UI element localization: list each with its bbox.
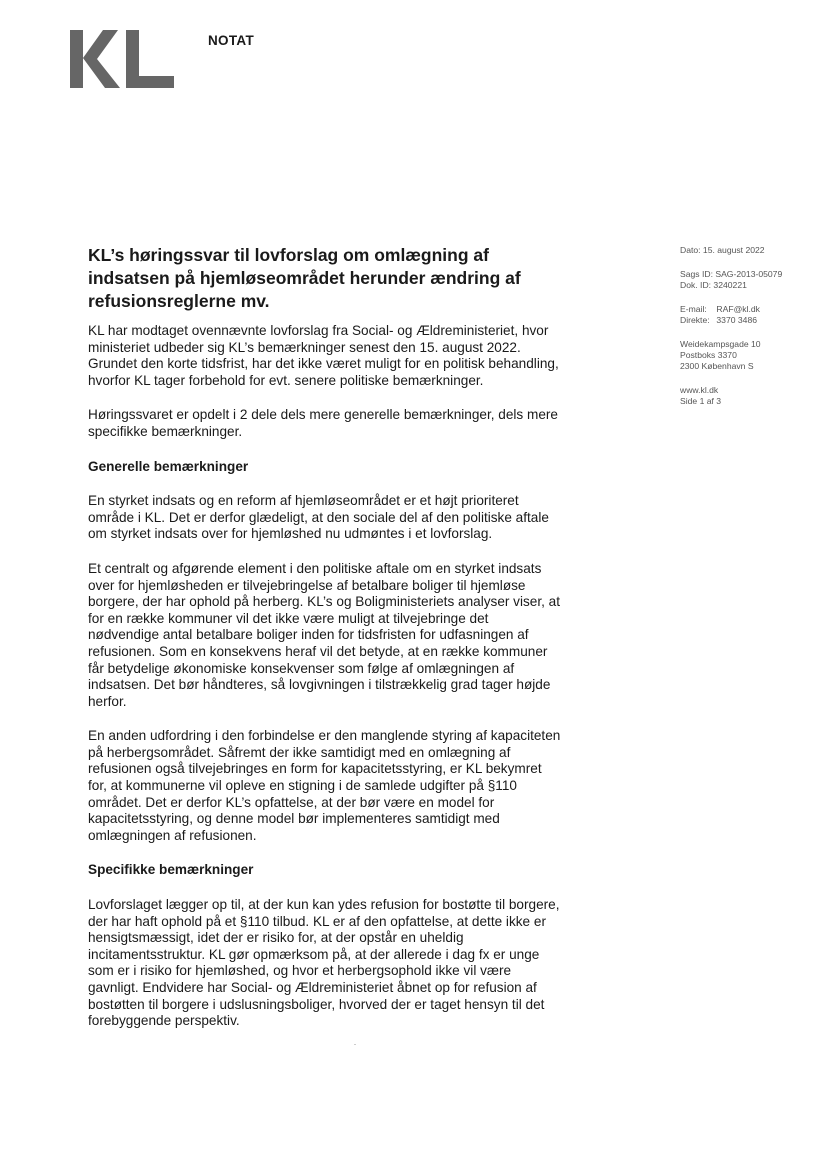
intro-paragraph: KL har modtaget ovennævnte lovforslag fra Social- og Ældreministeriet, hvor ministeriet udbeder sig KL’s bemærkninger senest den 15. august 2022. Grundet den korte tidsfrist, har det ikke været muligt for en politisk behandling, hvorfor KL tager forbehold for evt. senere politiske bemærkninger. [88, 323, 559, 388]
meta-direct-phone [680, 315, 820, 326]
sidebar-meta [680, 245, 820, 420]
address-line: Postboks 3370 [680, 350, 737, 360]
scan-speck [354, 1044, 356, 1045]
document-title: KL’s høringssvar til lovforslag om omlægning af indsatsen på hjemløseområdet herunder ændring af refusionsreglerne mv. [88, 245, 521, 311]
email-label: E-mail: [680, 304, 707, 314]
document-type: NOTAT [208, 33, 254, 48]
intro-paragraph: Høringssvaret er opdelt i 2 dele dels mere generelle bemærkninger, dels mere specifikke bemærkninger. [88, 407, 558, 439]
section-heading-specific: Specifikke bemærkninger [88, 862, 254, 878]
address-line: Weidekampsgade 10 [680, 339, 761, 349]
address-line: 2300 København S [680, 361, 754, 371]
direct-value: 3370 3486 [716, 315, 758, 325]
body-paragraph: En anden udfordring i den forbindelse er den manglende styring af kapaciteten på herbergsområdet. Såfremt der ikke samtidigt med en omlægning af refusionen også tilvejebringes en form for kapacitetsstyring, er KL bekymret for, at kommunerne vil opleve en stigning i de samlede udgifter på §110 området. Det er derfor KL’s opfattelse, at der bør være en model for kapacitetsstyring, og denne model bør implementeres samtidigt med omlægningen af refusionen. [88, 728, 561, 843]
section-heading-general: Generelle bemærkninger [88, 458, 249, 474]
document-body [88, 323, 563, 1048]
body-paragraph: Et centralt og afgørende element i den politiske aftale om en styrket indsats over for hjemløsheden er tilvejebringelse af betalbare boliger til hjemløse borgere, der har ophold på herberg. KL’s og Boligministeriets analyser viser, at for en række kommuner vil det ikke være muligt at tilvejebringe det nødvendige antal betalbare boliger inden for tidsfristen for udfasningen af refusionen. Som en konsekvens heraf vil det betyde, at en række kommuner får betydelige økonomiske konsekvenser som følge af omlægningen af indsatsen. Det bør håndteres, så lovgivningen i tilstrækkelig grad tager højde herfor. [88, 560, 561, 709]
direct-label: Direkte: [680, 315, 710, 325]
meta-sags-id: Sags ID: SAG-2013-05079 [680, 269, 783, 279]
body-paragraph: Lovforslaget lægger op til, at der kun kan ydes refusion for bostøtte til borgere, der har haft ophold på et §110 tilbud. KL er af den opfattelse, at dette ikke er hensigtsmæssigt, idet der er risiko for, at der opstår en uheldig incitamentsstruktur. KL gør opmærksom på, at der allerede i dag fx er unge som er i risiko for hjemløshed, og hvor et herbergsophold ikke vil være gavnligt. Endvidere har Social- og Ældreministeriet åbnet op for refusion af bostøtten til borgere i udslusningsboliger, hvorved der er taget hensyn til det forebyggende perspektiv. [88, 897, 560, 1029]
kl-logo [70, 30, 176, 88]
meta-email [680, 304, 820, 315]
meta-dok-id: Dok. ID: 3240221 [680, 280, 747, 290]
body-paragraph: En styrket indsats og en reform af hjemløseområdet er et højt prioriteret område i KL. Det er derfor glædeligt, at den sociale del af den politiske aftale om styrket indsats over for hjemløshed nu udmøntes i et lovforslag. [88, 493, 549, 542]
website-link[interactable]: www.kl.dk [680, 385, 719, 395]
email-value[interactable]: RAF@kl.dk [716, 304, 760, 314]
page-indicator: Side 1 af 3 [680, 396, 722, 406]
meta-date: Dato: 15. august 2022 [680, 245, 765, 255]
